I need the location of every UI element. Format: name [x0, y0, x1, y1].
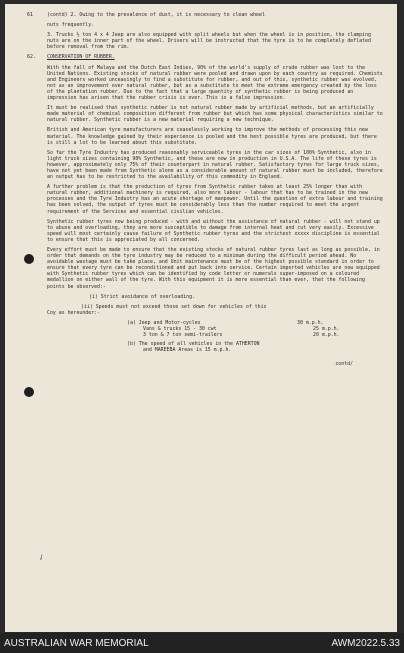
point-ii-line2: Coy as hereunder:- — [47, 309, 100, 316]
continued-marker: contd/ — [335, 361, 353, 368]
para-62-p6: Synthetic rubber tyres now being produced - with and without the assistance of natural rubber - will not stand up to abuse and overloading, they are more susceptible to damage from internal heat and cut very easily. Excessive speed will most certainly cause failure of Synthetic rubber tyres and the strictest xxxxx discipline is essential to ensure that this is appreciated by all concerned. — [47, 218, 383, 243]
para-number: 61 — [27, 12, 33, 18]
speed-value: 20 m.p.h. — [313, 332, 340, 339]
speed-vehicle: Vans & trucks 15 - 30 cwt — [143, 326, 217, 333]
footer-reference: AWM2022.5.33 — [331, 637, 400, 649]
margin-mark: ✓ — [37, 552, 47, 564]
speed-row — [127, 332, 383, 338]
para-62-p4: So far the Tyre Industry has produced reasonably serviceable tyres in the car sizes of 100% Synthetic, also in light truck sizes containing 90% Synthetic, and these are now in production in U.S.A. The life of these tyres is however, approximately only 75% of their counterpart in natural rubber. Satisfactory tyres for large truck sizes, have not yet been made from Synthetic alone as a considerable amount of natural rubber must be included, therefore an output has to be restricted to the availability of this commodity in England. — [47, 149, 386, 181]
para-number: 62. — [27, 54, 36, 61]
para-62-p5: A further problem is that the production of tyres from Synthetic rubber takes at least 25% longer than with natural rubber, additional machinery is required, also more labour - labour that has to be trained in the new processes and the Tyre Industry has an acute shortage of manpower. Until the question of extra labour and training has been solved, the output of tyres must be considerably less than the number required to meet the urgent requirement of the Services and essential civilian vehicles. — [47, 184, 386, 215]
speed-value: 25 m.p.h. — [313, 326, 340, 333]
speed-table — [127, 320, 383, 353]
point-b-line1: (b) The speed of all vehicles in the ATHERTON — [127, 341, 260, 348]
point-b-line2: and MAREEBA Areas is 15 m.p.h. — [143, 347, 232, 354]
point-i: (i) Strict avoidance of overloading. — [89, 293, 195, 300]
para-61-line2: nuts frequently. — [47, 22, 95, 29]
para-62-title: CONSERVATION OF RUBBER. — [47, 54, 115, 61]
para-62-p1: With the fall of Malaya and the Dutch East Indies, 90% of the world's supply of crude rubber was lost to the United Nations. Existing stocks of natural rubber were pooled and drawn upon by each country as required. Chemists and Engineers worked unceasingly to find a substitute for rubber, and out of this, synthetic rubber was evolved, not as an improvement over natural rubber, but as a substitute to meet the extreme emergency created by the loss of the plantation rubber. Due to the fact that a large quantity of synthetic rubber is being produced an impression has arisen that the rubber crisis is over. This is a false impression. — [47, 64, 386, 102]
punch-hole — [24, 387, 34, 397]
document-page — [5, 4, 397, 632]
para-61-item3: 3. Trucks ½ ton 4 x 4 Jeep are also equipped with split wheels but when the wheel is in position, the clamping nuts are on the inner part of the wheel. Drivers will be instructed that the tyre is to be completely deflated before removal from the rim. — [47, 32, 374, 51]
para-62-heading — [27, 54, 383, 60]
para-62-p7: Every effort must be made to ensure that the existing stocks of natural rubber tyres last as long as possible, in order that demands on the tyre industry may be reduced to a minimum during the difficult period ahead. No avoidable wastage must be take place, and Unit maintenance must be of the highest possible standard in order to ensure that every tyre can be reconditioned and put back into service. Certain imported vehicles are now equipped with Synthetic rubber tyres which can be identified by code letter or numerals super-imposed on a coloured medallion on either wall of the tyre. With this equipment it is more essential than ever, that the following points be observed:- — [47, 247, 383, 290]
para-62-p3: British and American tyre manufacturers are ceaselessly working to improve the methods of processing this new material. The knowledge gained by their experience is pooled and the best possible tyres are produced, but there is still a lot to be learned about this substitute. — [47, 127, 380, 146]
para-62-p2: It must be realised that synthetic rubber is not natural rubber made by artificial methods, but an artificially made material of chemical composition different from rubber but which has some physical characteristics similar to natural rubber. Synthetic rubber is a new material requiring a new technique. — [47, 105, 386, 124]
speed-value: 30 m.p.h. — [297, 319, 324, 326]
para-61-text: (contd) 2. Owing to the prevalence of dust, it is necessary to clean wheel — [47, 12, 265, 18]
speed-vehicle: 3 ton & 7 ton semi-trailers — [143, 332, 223, 339]
para-61-line — [27, 12, 383, 18]
footer-institution: AUSTRALIAN WAR MEMORIAL — [4, 637, 149, 649]
punch-hole — [24, 254, 34, 264]
speed-vehicle: (a) Jeep and Motor-cycles — [127, 319, 201, 326]
archive-footer — [0, 633, 404, 653]
point-ii-line1: (ii) Speeds must not exceed those set down for vehicles of this — [81, 303, 267, 310]
